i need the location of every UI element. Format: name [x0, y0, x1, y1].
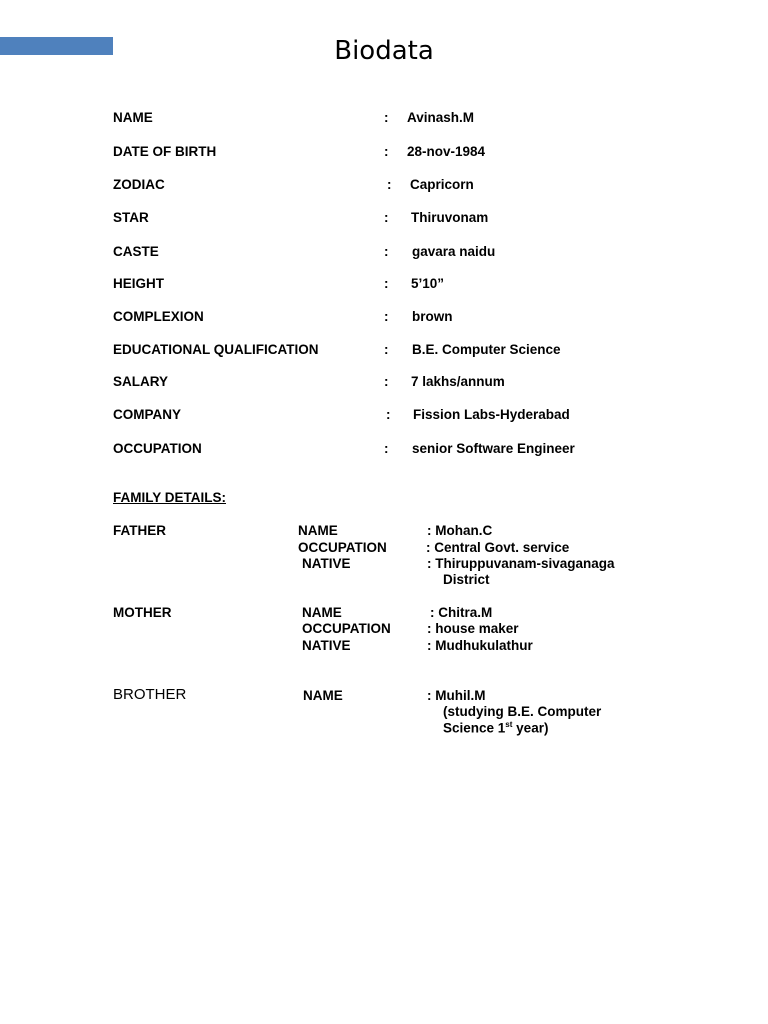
ordinal-superscript: st: [505, 720, 513, 729]
row-date-of-birth: [0, 144, 768, 164]
name-label: NAME: [298, 523, 338, 538]
native-value-continued: District: [443, 572, 490, 587]
name-value: : Mohan.C: [427, 523, 493, 538]
field-colon: :: [384, 210, 389, 225]
field-colon: :: [384, 244, 389, 259]
field-colon: :: [387, 177, 392, 192]
name-label: NAME: [303, 688, 343, 703]
field-colon: :: [384, 276, 389, 291]
field-value: Thiruvonam: [411, 210, 489, 225]
native-value: : Mudhukulathur: [427, 638, 533, 653]
field-label: ZODIAC: [113, 177, 165, 192]
row-height: [0, 276, 768, 296]
field-colon: :: [384, 309, 389, 324]
field-value: Avinash.M: [407, 110, 475, 125]
relation-label: BROTHER: [113, 686, 187, 703]
family-details-heading: FAMILY DETAILS:: [113, 490, 227, 505]
relation-label: FATHER: [113, 523, 166, 538]
field-colon: :: [384, 110, 389, 125]
study-detail-suffix: year): [512, 720, 549, 736]
field-value: 5’10”: [411, 276, 445, 291]
row-complexion: [0, 309, 768, 329]
occupation-label: OCCUPATION: [302, 621, 391, 636]
field-label: COMPANY: [113, 407, 182, 422]
study-detail-prefix: Science 1: [443, 720, 506, 736]
field-colon: :: [386, 407, 391, 422]
row-star: [0, 210, 768, 230]
field-label: SALARY: [113, 374, 169, 389]
row-educational-qualification: [0, 342, 768, 362]
field-label: NAME: [113, 110, 153, 125]
field-value: senior Software Engineer: [412, 441, 575, 456]
relation-label: MOTHER: [113, 605, 172, 620]
field-value: Fission Labs-Hyderabad: [413, 407, 570, 422]
name-value: : Muhil.M: [427, 688, 486, 703]
row-caste: [0, 244, 768, 264]
occupation-value: : Central Govt. service: [426, 540, 570, 555]
field-label: HEIGHT: [113, 276, 165, 291]
row-name: [0, 110, 768, 130]
field-colon: :: [384, 441, 389, 456]
name-value: : Chitra.M: [430, 605, 493, 620]
row-company: [0, 407, 768, 427]
row-occupation: [0, 441, 768, 461]
row-zodiac: [0, 177, 768, 197]
field-value: brown: [412, 309, 453, 324]
field-label: DATE OF BIRTH: [113, 144, 217, 159]
field-label: STAR: [113, 210, 149, 225]
field-value: B.E. Computer Science: [412, 342, 561, 357]
name-label: NAME: [302, 605, 342, 620]
native-value: : Thiruppuvanam-sivaganaga: [427, 556, 615, 571]
study-detail-line2: [443, 720, 548, 736]
page-title: Biodata: [334, 36, 434, 66]
field-value: gavara naidu: [412, 244, 496, 259]
occupation-value: : house maker: [427, 621, 519, 636]
field-colon: :: [384, 342, 389, 357]
native-label: NATIVE: [302, 638, 351, 653]
row-salary: [0, 374, 768, 394]
occupation-label: OCCUPATION: [298, 540, 387, 555]
native-label: NATIVE: [302, 556, 351, 571]
field-label: EDUCATIONAL QUALIFICATION: [113, 342, 319, 357]
field-label: COMPLEXION: [113, 309, 204, 324]
field-label: OCCUPATION: [113, 441, 202, 456]
field-colon: :: [384, 374, 389, 389]
field-colon: :: [384, 144, 389, 159]
field-label: CASTE: [113, 244, 159, 259]
field-value: Capricorn: [410, 177, 474, 192]
study-detail-line1: (studying B.E. Computer: [443, 704, 602, 719]
field-value: 28-nov-1984: [407, 144, 486, 159]
field-value: 7 lakhs/annum: [411, 374, 505, 389]
